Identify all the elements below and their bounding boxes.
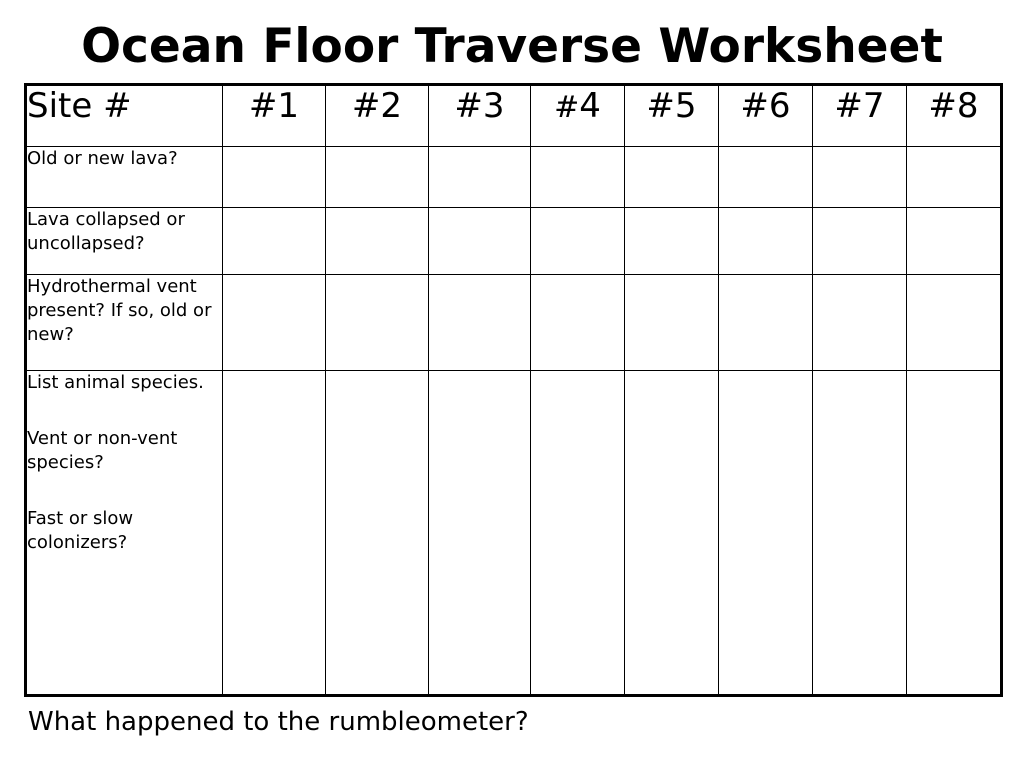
site-header-8 — [907, 85, 1002, 147]
answer-cell[interactable] — [907, 371, 1002, 696]
answer-cell[interactable] — [813, 275, 907, 371]
site-hash: # — [351, 86, 381, 126]
site-header-3 — [429, 85, 531, 147]
answer-cell[interactable] — [429, 147, 531, 208]
site-hash: # — [554, 90, 580, 125]
site-number: 3 — [482, 86, 505, 126]
answer-cell[interactable] — [531, 147, 625, 208]
answer-cell[interactable] — [429, 275, 531, 371]
site-number: 8 — [956, 86, 979, 126]
site-hash: # — [740, 86, 769, 126]
answer-cell[interactable] — [326, 147, 429, 208]
row-label-species — [26, 371, 223, 696]
header-row — [26, 85, 1002, 147]
answer-cell[interactable] — [429, 371, 531, 696]
site-number: 4 — [579, 86, 601, 126]
site-hash: # — [248, 86, 278, 126]
answer-cell[interactable] — [719, 208, 813, 275]
answer-cell[interactable] — [719, 371, 813, 696]
site-hash: # — [454, 86, 483, 126]
answer-cell[interactable] — [719, 275, 813, 371]
page-title: Ocean Floor Traverse Worksheet — [81, 19, 943, 74]
answer-cell[interactable] — [625, 275, 719, 371]
answer-cell[interactable] — [531, 275, 625, 371]
answer-cell[interactable] — [223, 208, 326, 275]
row-label: Lava collapsed or uncollapsed? — [26, 208, 223, 275]
site-number: 7 — [862, 86, 885, 126]
answer-cell[interactable] — [223, 147, 326, 208]
worksheet-table — [24, 83, 1003, 697]
site-number: 6 — [768, 86, 791, 126]
site-header-1 — [223, 85, 326, 147]
table-row — [26, 147, 1002, 208]
site-hash: # — [928, 86, 957, 126]
answer-cell[interactable] — [625, 371, 719, 696]
answer-cell[interactable] — [813, 208, 907, 275]
answer-cell[interactable] — [907, 275, 1002, 371]
site-header-7 — [813, 85, 907, 147]
site-header-2 — [326, 85, 429, 147]
answer-cell[interactable] — [429, 208, 531, 275]
row-label-line: Vent or non-vent species? — [27, 428, 178, 473]
footer-question: What happened to the rumbleometer? — [28, 707, 529, 737]
row-label: Old or new lava? — [26, 147, 223, 208]
answer-cell[interactable] — [625, 208, 719, 275]
row-label: Hydrothermal vent present? If so, old or new? — [26, 275, 223, 371]
site-number: 5 — [674, 86, 697, 126]
answer-cell[interactable] — [813, 147, 907, 208]
answer-cell[interactable] — [326, 208, 429, 275]
table-row — [26, 275, 1002, 371]
table-row — [26, 208, 1002, 275]
answer-cell[interactable] — [223, 371, 326, 696]
answer-cell[interactable] — [625, 147, 719, 208]
site-number: 2 — [380, 86, 403, 126]
answer-cell[interactable] — [223, 275, 326, 371]
site-number: 1 — [277, 86, 300, 126]
answer-cell[interactable] — [719, 147, 813, 208]
answer-cell[interactable] — [907, 208, 1002, 275]
answer-cell[interactable] — [531, 208, 625, 275]
site-header-5 — [625, 85, 719, 147]
row-label-line: Fast or slow colonizers? — [27, 508, 134, 553]
row-label-line: List animal species. — [27, 372, 204, 393]
site-hash: # — [646, 86, 675, 126]
answer-cell[interactable] — [907, 147, 1002, 208]
answer-cell[interactable] — [326, 371, 429, 696]
answer-cell[interactable] — [531, 371, 625, 696]
site-hash: # — [834, 86, 863, 126]
table-row — [26, 371, 1002, 696]
answer-cell[interactable] — [326, 275, 429, 371]
site-column-header: Site # — [26, 85, 223, 147]
site-header-6 — [719, 85, 813, 147]
site-header-4 — [531, 85, 625, 147]
answer-cell[interactable] — [813, 371, 907, 696]
